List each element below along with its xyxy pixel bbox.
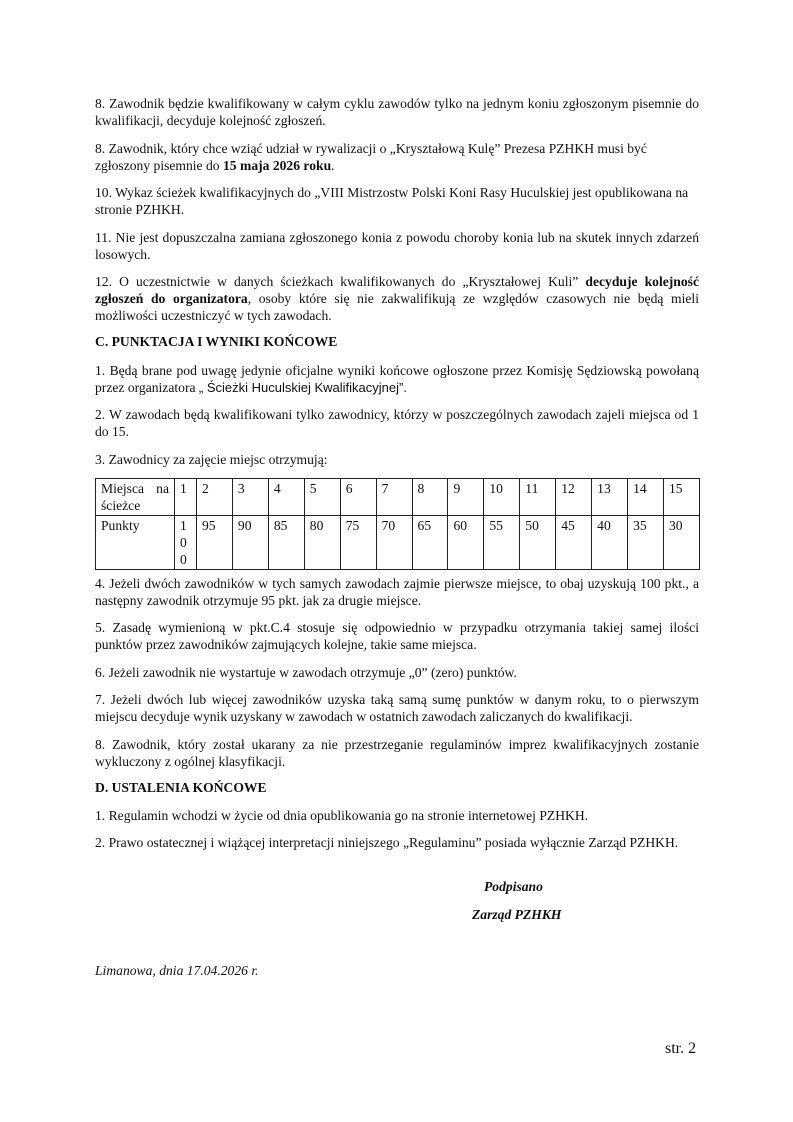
paragraph-b9-start: 8. Zawodnik, który chce wziąć udział w rywalizacji o „Kryształową Kulę” Prezesa PZHKH musi być zgłoszony pisemnie do bbox=[95, 141, 647, 173]
points-cell: 60 bbox=[448, 516, 484, 570]
deadline-date: 15 maja 2026 roku bbox=[223, 158, 332, 173]
place-cell: 1 bbox=[175, 479, 197, 516]
paragraph-c5: 5. Zasadę wymienioną w pkt.C.4 stosuje się odpowiednio w przypadku otrzymania takiej samej ilości punktów przez zawodników zajmujących kolejne, takie same miejsca. bbox=[95, 620, 699, 652]
paragraph-c1-start: 1. Będą brane pod uwagę jedynie oficjalne wyniki końcowe ogłoszone przez Komisję Sędziowską powołaną przez organizatora bbox=[95, 363, 699, 395]
paragraph-b12-start: 12. O uczestnictwie w danych ścieżkach kwalifikowanych do „Kryształowej Kuli” bbox=[95, 274, 586, 289]
row-header-points: Punkty bbox=[96, 516, 175, 570]
points-cell: 95 bbox=[197, 516, 233, 570]
place-and-date: Limanowa, dnia 17.04.2026 r. bbox=[95, 963, 259, 978]
points-cell: 55 bbox=[484, 516, 520, 570]
place-cell: 4 bbox=[268, 479, 304, 516]
points-cell: 40 bbox=[592, 516, 628, 570]
paragraph-c1-quote: „ Ścieżki Huculskiej Kwalifikacyjnej”. bbox=[198, 380, 407, 395]
place-cell: 3 bbox=[232, 479, 268, 516]
points-cell: 35 bbox=[628, 516, 664, 570]
points-cell: 75 bbox=[340, 516, 376, 570]
paragraph-b9-end: . bbox=[331, 158, 335, 173]
paragraph-c6: 6. Jeżeli zawodnik nie wystartuje w zawodach otrzymuje „0” (zero) punktów. bbox=[95, 665, 517, 680]
paragraph-c4: 4. Jeżeli dwóch zawodników w tych samych zawodach zajmie pierwsze miejsce, to obaj uzyskują 100 pkt., a następny zawodnik otrzymuje 95 pkt. jak za drugie miejsce. bbox=[95, 576, 699, 608]
place-cell: 15 bbox=[663, 479, 699, 516]
place-cell: 9 bbox=[448, 479, 484, 516]
paragraph-b8: 8. Zawodnik będzie kwalifikowany w całym cyklu zawodów tylko na jednym koniu zgłoszonym pisemnie do kwalifikacji, decyduje kolejność zgłoszeń. bbox=[95, 96, 699, 128]
points-cell: 65 bbox=[412, 516, 448, 570]
table-row-places bbox=[96, 479, 700, 516]
paragraph-d2: 2. Prawo ostatecznej i wiążącej interpretacji niniejszego „Regulaminu” posiada wyłącznie Zarząd PZHKH. bbox=[95, 835, 679, 850]
points-cell: 100 bbox=[175, 516, 197, 570]
paragraph-b10: 10. Wykaz ścieżek kwalifikacyjnych do „VIII Mistrzostw Polski Koni Rasy Huculskiej jest opublikowana na stronie PZHKH. bbox=[95, 185, 689, 217]
page-number: str. 2 bbox=[665, 1040, 697, 1057]
place-cell: 7 bbox=[376, 479, 412, 516]
paragraph-c7: 7. Jeżeli dwóch lub więcej zawodników uzyska taką samą sumę punktów w danym roku, to o pierwszym miejscu decyduje wynik uzyskany w zawodach w ostatnich zawodach zaliczanych do kwalifikacji. bbox=[95, 692, 699, 724]
section-d-heading: D. USTALENIA KOŃCOWE bbox=[95, 780, 267, 795]
place-cell: 10 bbox=[484, 479, 520, 516]
table-row-points bbox=[96, 516, 700, 570]
points-table bbox=[95, 478, 700, 570]
place-cell: 8 bbox=[412, 479, 448, 516]
points-cell: 90 bbox=[232, 516, 268, 570]
place-cell: 5 bbox=[304, 479, 340, 516]
points-cell: 45 bbox=[556, 516, 592, 570]
place-cell: 12 bbox=[556, 479, 592, 516]
paragraph-b12 bbox=[95, 273, 699, 324]
points-cell: 85 bbox=[268, 516, 304, 570]
points-cell: 50 bbox=[520, 516, 556, 570]
paragraph-b9 bbox=[95, 140, 699, 174]
place-cell: 2 bbox=[197, 479, 233, 516]
points-cell: 70 bbox=[376, 516, 412, 570]
row-header-places: Miejsca na ścieżce bbox=[96, 479, 175, 516]
paragraph-b11: 11. Nie jest dopuszczalna zamiana zgłoszonego konia z powodu choroby konia lub na skutek innych zdarzeń losowych. bbox=[95, 230, 699, 262]
place-cell: 11 bbox=[520, 479, 556, 516]
section-c-heading: C. PUNKTACJA I WYNIKI KOŃCOWE bbox=[95, 334, 338, 349]
signature-line-2: Zarząd PZHKH bbox=[472, 907, 562, 922]
place-cell: 13 bbox=[592, 479, 628, 516]
paragraph-c2: 2. W zawodach będą kwalifikowani tylko zawodnicy, którzy w poszczególnych zawodach zajeli miejsca od 1 do 15. bbox=[95, 407, 699, 439]
paragraph-b12-bold: decyduje kolejność zgłoszeń do organizatora bbox=[95, 274, 699, 306]
paragraph-c3: 3. Zawodnicy za zajęcie miejsc otrzymują: bbox=[95, 452, 328, 467]
place-cell: 14 bbox=[628, 479, 664, 516]
place-cell: 6 bbox=[340, 479, 376, 516]
paragraph-c1 bbox=[95, 362, 699, 396]
points-cell: 30 bbox=[663, 516, 699, 570]
paragraph-b12-end: , osoby które się nie zakwalifikują ze względów czasowych nie będą mieli możliwości uczestniczyć w tych zawodach. bbox=[95, 291, 699, 323]
signature-line-1: Podpisano bbox=[484, 879, 543, 894]
paragraph-d1: 1. Regulamin wchodzi w życie od dnia opublikowania go na stronie internetowej PZHKH. bbox=[95, 808, 589, 823]
paragraph-c8: 8. Zawodnik, który został ukarany za nie przestrzeganie regulaminów imprez kwalifikacyjnych zostanie wykluczony z ogólnej klasyfikacji. bbox=[95, 737, 699, 769]
points-cell: 80 bbox=[304, 516, 340, 570]
